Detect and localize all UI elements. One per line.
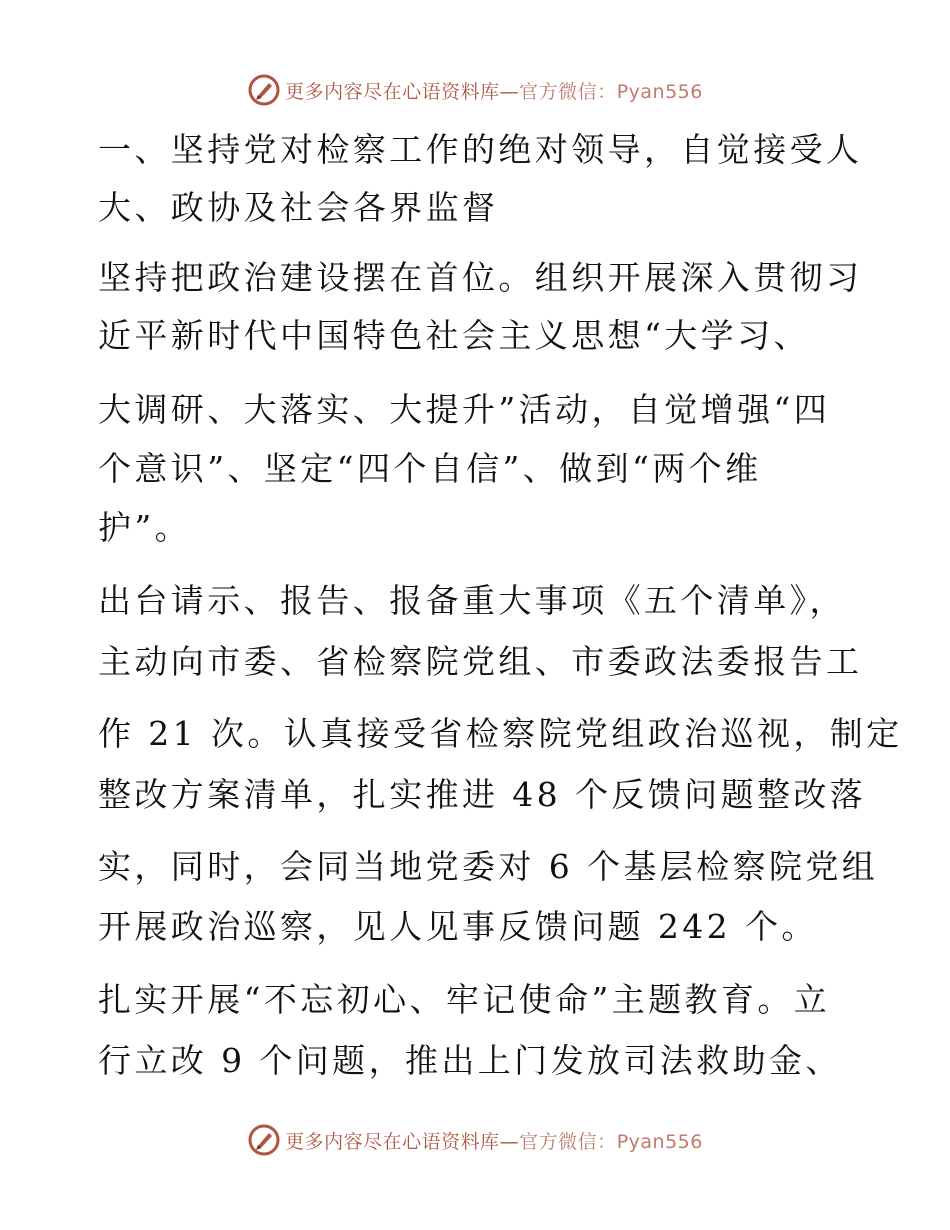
heading-line-1: 一、坚持党对检察工作的绝对领导，自觉接受人 [98,130,863,169]
text-line: 出台请示、报告、报备重大事项《五个清单》， [98,581,846,620]
text-line: 整改方案清单，扎实推进 48 个反馈问题整改落 [98,775,867,814]
pen-logo-icon [247,1123,281,1157]
text-line: 实，同时，会同当地党委对 6 个基层检察院党组 [98,847,879,886]
text-line: 主动向市委、省检察院党组、市委政法委报告工 [98,642,863,681]
header-watermark [0,70,950,110]
text-line: 行立改 9 个问题，推出上门发放司法救助金、 [98,1041,842,1080]
watermark-text: 更多内容尽在心语资料库—官方微信：Pyan556 [285,80,703,103]
text-line: 坚持把政治建设摆在首位。组织开展深入贯彻习 [98,258,863,297]
watermark-text: 更多内容尽在心语资料库—官方微信：Pyan556 [285,1130,703,1153]
heading-line-2: 大、政协及社会各界监督 [98,188,499,227]
text-line: 个意识”、坚定“四个自信”、做到“两个维 [98,449,762,488]
footer-watermark [0,1120,950,1160]
pen-logo-icon [247,73,281,107]
text-line: 护”。 [98,508,192,547]
text-line: 作 21 次。认真接受省检察院党组政治巡视，制定 [98,714,903,753]
text-line: 开展政治巡察，见人见事反馈问题 242 个。 [98,907,818,946]
text-line: 近平新时代中国特色社会主义思想“大学习、 [98,316,810,355]
text-line: 扎实开展“不忘初心、牢记使命”主题教育。立 [98,980,831,1019]
text-line: 大调研、大落实、大提升”活动，自觉增强“四 [98,390,831,429]
